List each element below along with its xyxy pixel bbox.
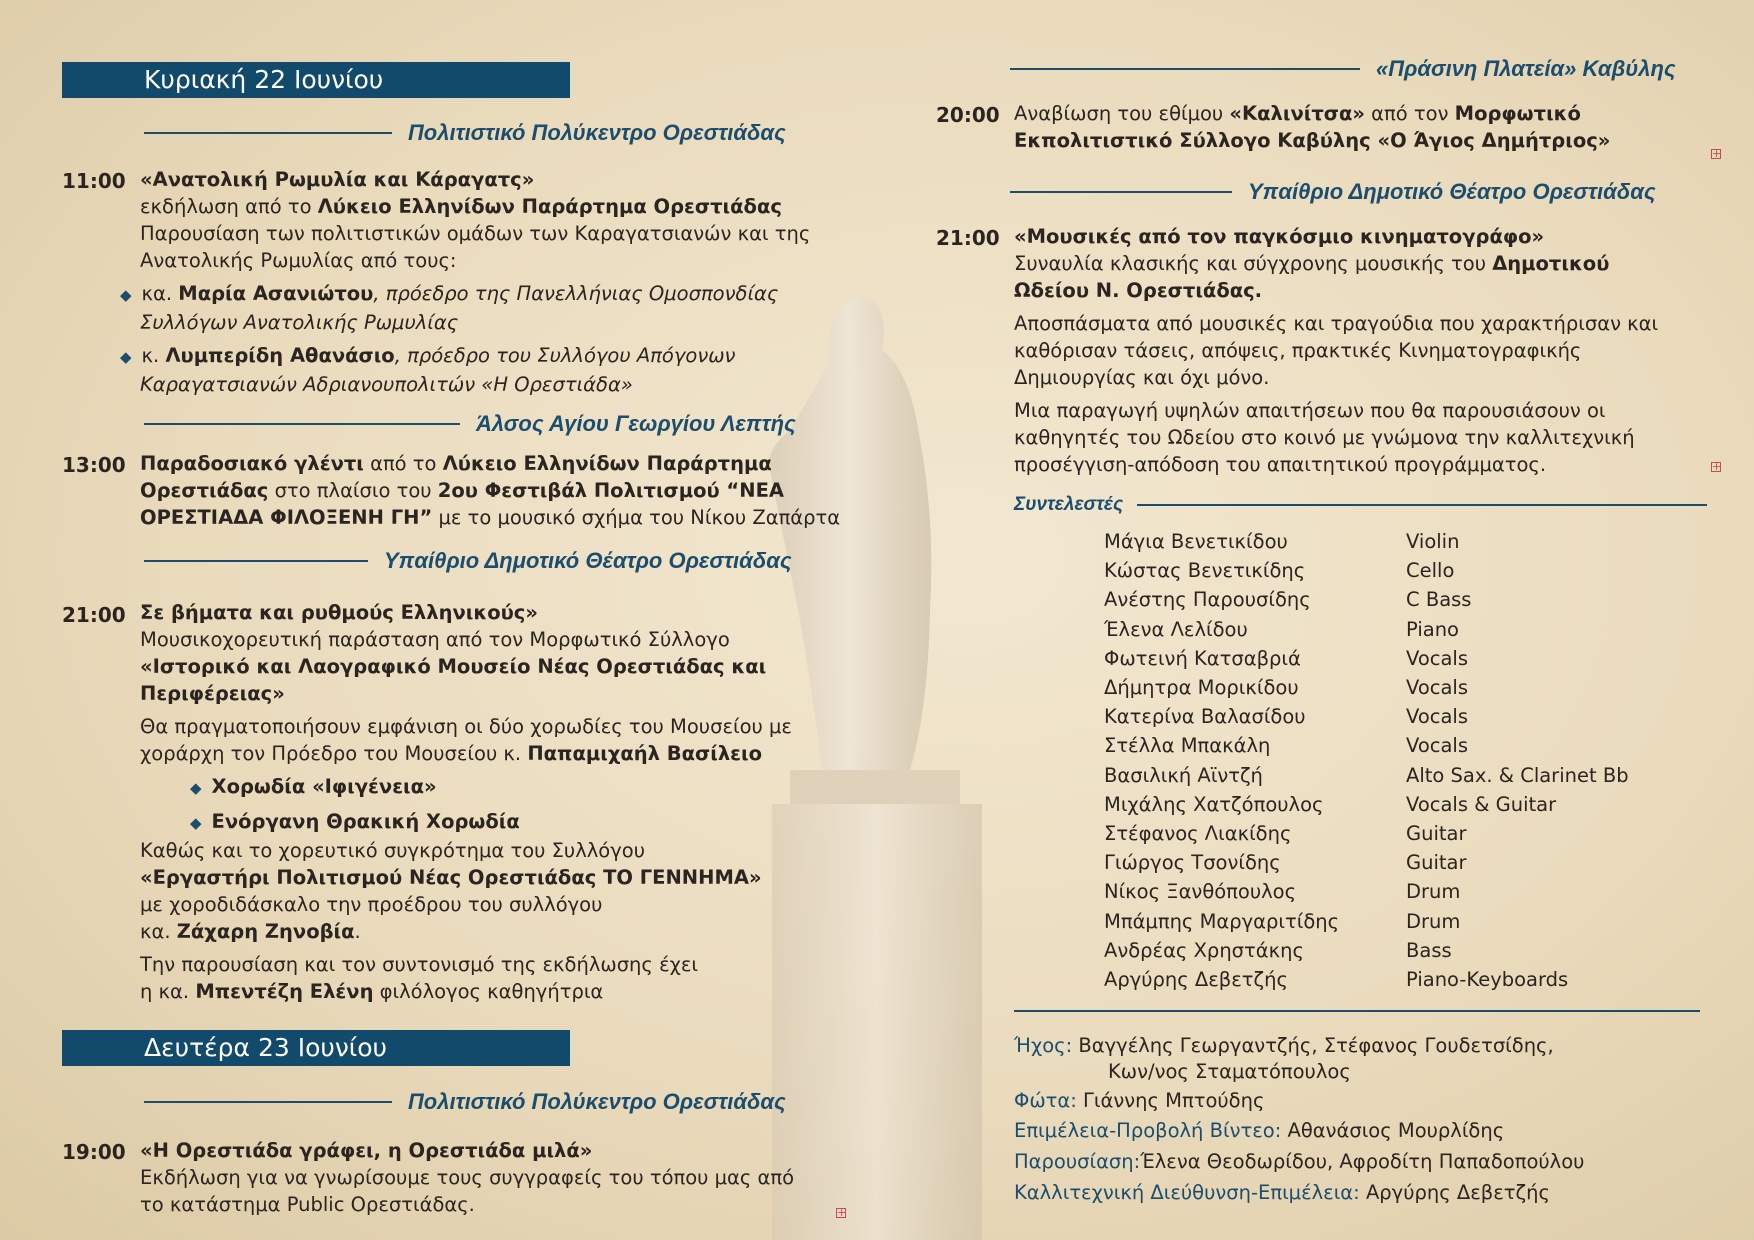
venue-heading [144, 548, 792, 574]
venue-name: «Πράσινη Πλατεία» Καβύλης [1376, 56, 1676, 81]
venue-heading [144, 120, 786, 146]
contributor-name: Ανέστης Παρουσίδης [1104, 588, 1311, 611]
credit-lights: Φώτα: Γιάννης Μπτούδης [1014, 1089, 1265, 1112]
contributor-name: Ανδρέας Χρηστάκης [1104, 939, 1304, 962]
contributor-name: Έλενα Λελίδου [1104, 618, 1248, 641]
contributor-role: Alto Sax. & Clarinet Bb [1406, 764, 1629, 787]
contributor-role: Vocals [1406, 647, 1469, 670]
event-time: 11:00 [62, 169, 126, 193]
credit-video: Επιμέλεια-Προβολή Βίντεο: Αθανάσιος Μουρλίδης [1014, 1119, 1505, 1142]
crop-mark-icon: + [837, 1206, 847, 1219]
divider [144, 560, 368, 562]
event-time: 13:00 [62, 453, 126, 477]
contributor-role: Piano-Keyboards [1406, 968, 1569, 991]
contributor-role: Vocals & Guitar [1406, 793, 1557, 816]
venue-name: Πολιτιστικό Πολύκεντρο Ορεστιάδας [408, 120, 786, 145]
diamond-bullet-icon: ◆ [120, 348, 132, 366]
contributor-name: Γιώργος Τσονίδης [1104, 851, 1281, 874]
contributor-name: Μάγια Βενετικίδου [1104, 530, 1288, 553]
contributors-heading [1014, 494, 1707, 516]
contributor-name: Κατερίνα Βαλασίδου [1104, 705, 1306, 728]
day-label: Δευτέρα 23 Ιουνίου [144, 1033, 388, 1062]
divider [1010, 191, 1232, 193]
venue-heading [1010, 56, 1676, 82]
list-item: ◆ κα. Μαρία Ασανιώτου, πρόεδρο της Πανελλήνιας Ομοσπονδίας [120, 282, 779, 305]
divider [144, 132, 392, 134]
contributor-role: Vocals [1406, 676, 1469, 699]
contributor-role: Vocals [1406, 734, 1469, 757]
contributor-role: Violin [1406, 530, 1460, 553]
contributor-name: Μιχάλης Χατζόπουλος [1104, 793, 1324, 816]
event-19-00: «Η Ορεστιάδα γράφει, η Ορεστιάδα μιλά» Εκδήλωση για να γνωρίσουμε τους συγγραφείς του τόπου μας από το κατάστημα Public Ορεστιάδας. [140, 1139, 795, 1216]
venue-name: Πολιτιστικό Πολύκεντρο Ορεστιάδας [408, 1089, 786, 1114]
contributor-role: Guitar [1406, 851, 1467, 874]
event-21-00: Σε βήματα και ρυθμούς Ελληνικούς» Μουσικοχορευτική παράσταση από τον Μορφωτικό Σύλλογο «Ιστορικό και Λαογραφικό Μουσείο Νέας Ορεστιάδας και Περιφέρειας» Θα πραγματοποιήσουν εμφάνιση οι δύο χορωδίες του Μουσείου με χοράρχη τον Πρόεδρο του Μουσείου κ. Παπαμιχαήλ Βασίλειο ◆ Χορωδία «Ιφιγένεια» ◆ Ενόργανη Θρακική Χορωδία Καθώς και το χορευτικό συγκρότημα του Συλλόγου «Εργαστήρι Πολιτισμού Νέας Ορεστιάδας ΤΟ ΓΕΝΝΗΜΑ» με χοροδιδάσκαλο την προέδρου του συλλόγου κα. Ζάχαρη Ζηνοβία. Την παρουσίαση και τον συντονισμό της εκδήλωσης έχει η κα. Μπεντέζη Ελένη φιλόλογος καθηγήτρια [140, 599, 860, 1005]
day-banner-monday [62, 1030, 570, 1066]
venue-name: Υπαίθριο Δημοτικό Θέατρο Ορεστιάδας [1248, 179, 1656, 204]
venue-heading [144, 411, 796, 437]
divider [1014, 1010, 1700, 1012]
event-time: 21:00 [936, 226, 1000, 250]
contributor-role: Guitar [1406, 822, 1467, 845]
day-banner-sunday [62, 62, 570, 98]
venue-name: Υπαίθριο Δημοτικό Θέατρο Ορεστιάδας [384, 548, 792, 573]
diamond-bullet-icon: ◆ [120, 286, 132, 304]
event-21-00-right: «Μουσικές από τον παγκόσμιο κινηματογράφο» Συναυλία κλασικής και σύγχρονης μουσικής του Δημοτικού Ωδείου Ν. Ορεστιάδας. Αποσπάσματα από μουσικές και τραγούδια που χαρακτήρισαν και καθόρισαν τάσεις, απόψεις, πρακτικές Κινηματογραφικής Δημιουργίας και όχι μόνο. Μια παραγωγή υψηλών απαιτήσεων που θα παρουσιάσουν οι καθηγητές του Ωδείου στο κοινό με γνώμονα την καλλιτεχνική προσέγγιση-απόδοση του απαιτητικού προγράμματος. [1014, 225, 1659, 476]
venue-heading [1010, 179, 1656, 205]
contributor-role: C Bass [1406, 588, 1472, 611]
contributor-name: Στέλλα Μπακάλη [1104, 734, 1271, 757]
contributor-name: Κώστας Βενετικίδης [1104, 559, 1306, 582]
contributor-name: Δήμητρα Μορικίδου [1104, 676, 1299, 699]
venue-name: Άλσος Αγίου Γεωργίου Λεπτής [476, 411, 796, 436]
contributor-role: Vocals [1406, 705, 1469, 728]
diamond-bullet-icon: ◆ [190, 814, 202, 832]
list-item: ◆ Χορωδία «Ιφιγένεια» [190, 775, 437, 798]
event-time: 20:00 [936, 103, 1000, 127]
event-13-00: Παραδοσιακό γλέντι από το Λύκειο Ελληνίδων Παράρτημα Ορεστιάδας στο πλαίσιο του 2ου Φεστιβάλ Πολιτισμού “ΝΕΑ ΟΡΕΣΤΙΑΔΑ ΦΙΛΟΞΕΝΗ ΓΗ” με το μουσικό σχήμα του Νίκου Ζαπάρτα [140, 452, 841, 529]
diamond-bullet-icon: ◆ [190, 779, 202, 797]
divider [144, 1101, 392, 1103]
contributor-role: Drum [1406, 910, 1461, 933]
contributor-name: Βασιλική Αϊντζή [1104, 764, 1263, 787]
venue-heading [144, 1089, 786, 1115]
event-time: 21:00 [62, 603, 126, 627]
contributors-title: Συντελεστές [1014, 494, 1124, 515]
contributor-name: Νίκος Ξανθόπουλος [1104, 880, 1297, 903]
event-title: «Ανατολική Ρωμυλία και Κάραγατς» [140, 168, 535, 191]
event-title: «Μουσικές από τον παγκόσμιο κινηματογράφο» [1014, 225, 1545, 248]
contributor-role: Piano [1406, 618, 1459, 641]
day-label: Κυριακή 22 Ιουνίου [144, 65, 384, 94]
divider [144, 423, 460, 425]
event-11-00: «Ανατολική Ρωμυλία και Κάραγατς» εκδήλωση από το Λύκειο Ελληνίδων Παράρτημα Ορεστιάδας Παρουσίαση των πολιτιστικών ομάδων των Καραγατσιανών και της Ανατολικής Ρωμυλίας από τους: ◆ κα. Μαρία Ασανιώτου, πρόεδρο της Πανελλήνιας Ομοσπονδίας Συλλόγων Ανατολικής Ρωμυλίας ◆ κ. Λυμπερίδη Αθανάσιο, πρόεδρο του Συλλόγου Απόγονων Καραγατσιανών Αδριανουπολιτών «Η Ορεστιάδα» [140, 166, 860, 398]
credit-direction: Καλλιτεχνική Διεύθυνση-Επιμέλεια: Αργύρης Δεβετζής [1014, 1181, 1550, 1204]
contributor-name: Αργύρης Δεβετζής [1104, 968, 1288, 991]
contributor-name: Μπάμπης Μαργαριτίδης [1104, 910, 1340, 933]
contributor-role: Bass [1406, 939, 1452, 962]
event-time: 19:00 [62, 1140, 126, 1164]
divider [1137, 504, 1707, 506]
divider [1010, 68, 1360, 70]
crop-mark-icon: + [1712, 460, 1722, 473]
event-title: Σε βήματα και ρυθμούς Ελληνικούς» [140, 601, 538, 624]
contributor-role: Drum [1406, 880, 1461, 903]
event-title: «Η Ορεστιάδα γράφει, η Ορεστιάδα μιλά» [140, 1139, 593, 1162]
contributor-role: Cello [1406, 559, 1455, 582]
contributor-name: Φωτεινή Κατσαβριά [1104, 647, 1301, 670]
crop-mark-icon: + [1712, 147, 1722, 160]
credit-sound: Ήχος: Βαγγέλης Γεωργαντζής, Στέφανος Γουδετσίδης, Κων/νος Σταματόπουλος [1014, 1034, 1554, 1083]
event-20-00: Αναβίωση του εθίμου «Καλινίτσα» από τον Μορφωτικό Εκπολιτιστικό Σύλλογο Καβύλης «Ο Άγιος Δημήτριος» [1014, 102, 1611, 152]
list-item: ◆ κ. Λυμπερίδη Αθανάσιο, πρόεδρο του Συλλόγου Απόγονων [120, 344, 736, 367]
contributor-name: Στέφανος Λιακίδης [1104, 822, 1292, 845]
list-item: ◆ Ενόργανη Θρακική Χορωδία [190, 810, 520, 833]
credit-presenter: Παρουσίαση:Έλενα Θεοδωρίδου, Αφροδίτη Παπαδοπούλου [1014, 1150, 1585, 1173]
